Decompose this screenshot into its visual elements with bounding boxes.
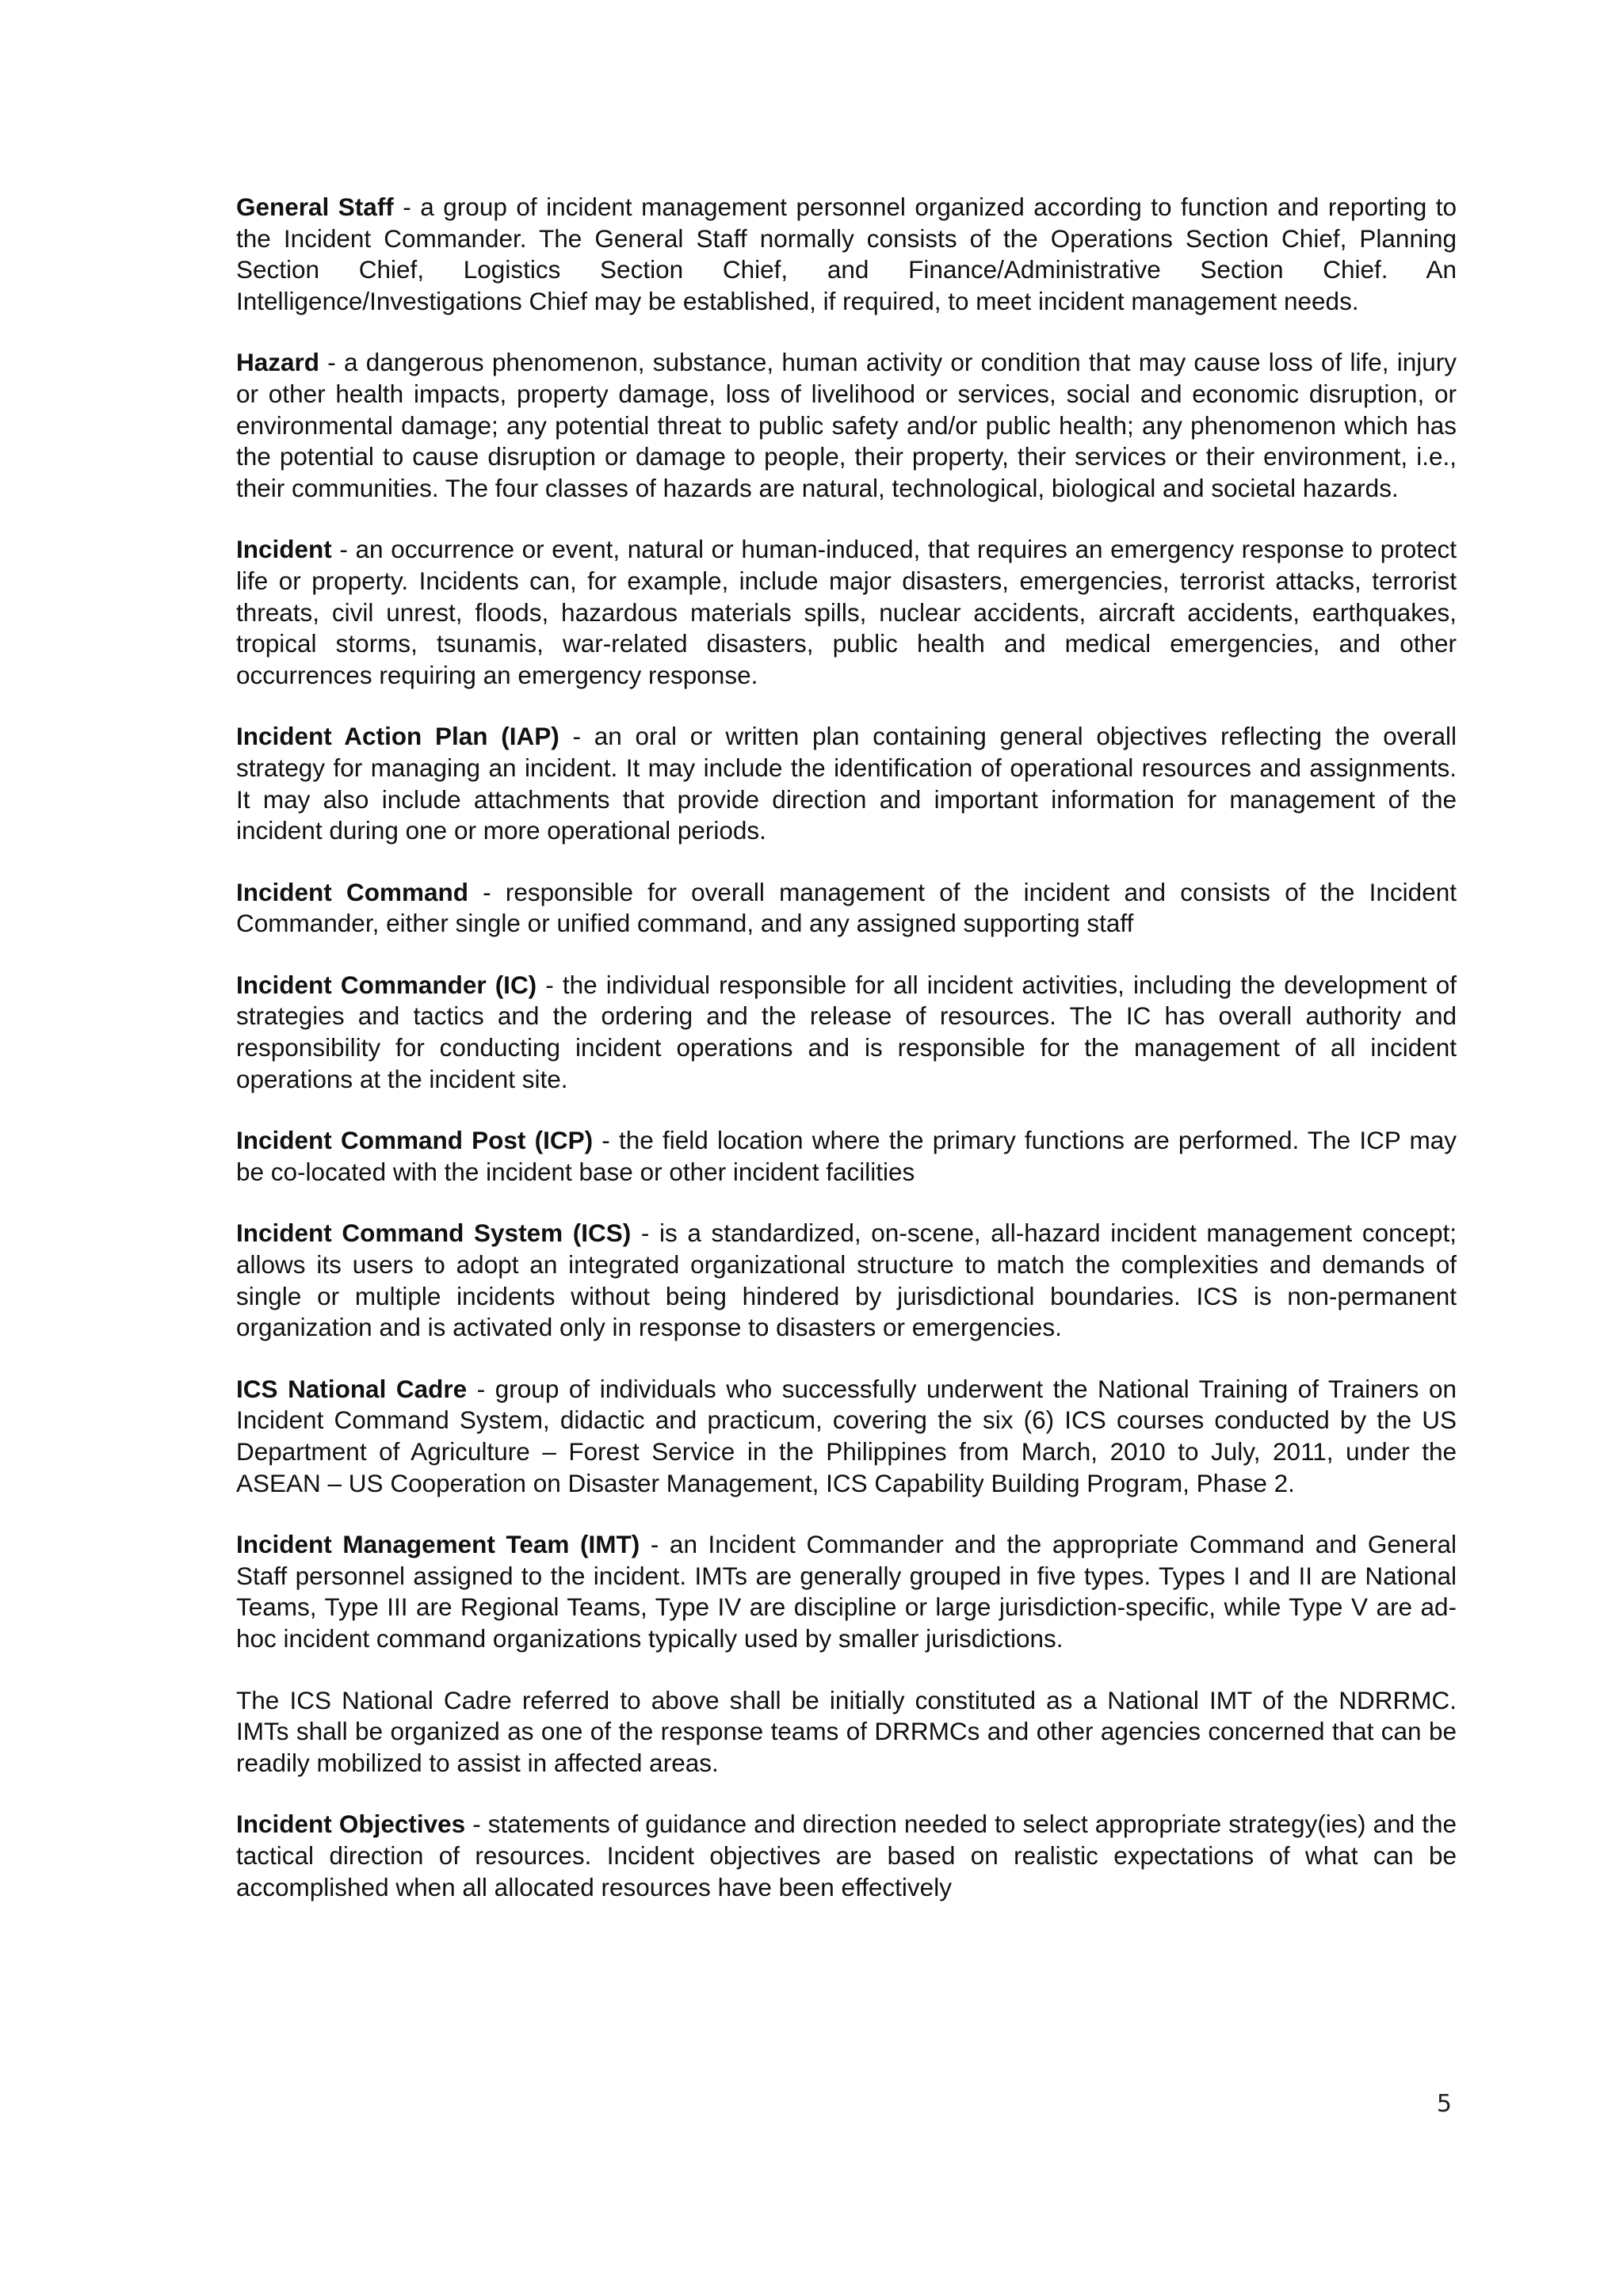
glossary-entry-general-staff bbox=[236, 192, 1457, 317]
glossary-term: Incident bbox=[236, 535, 332, 564]
page-number: 5 bbox=[1436, 2090, 1452, 2118]
glossary-definition: - an oral or written plan containing general objectives reflecting the overall strategy for managing an incident. It may include the identification of operational resources and assignments. It may also include attachments that provide direction and important information for management of the incident during one or more operational periods. bbox=[236, 722, 1457, 845]
glossary-term: Hazard bbox=[236, 348, 320, 377]
glossary-definition: - an Incident Commander and the appropriate Command and General Staff personnel assigned to the incident. IMTs are generally grouped in five types. Types I and II are National Teams, Type III are Regional Teams, Type IV are discipline or large jurisdiction-specific, while Type V are ad-hoc incident command organizations typically used by smaller jurisdictions. bbox=[236, 1530, 1457, 1653]
glossary-entry-incident-management-team bbox=[236, 1529, 1457, 1654]
glossary-term: Incident Command System (ICS) bbox=[236, 1219, 632, 1248]
glossary-term: Incident Commander (IC) bbox=[236, 970, 537, 999]
glossary-entry-incident bbox=[236, 534, 1457, 691]
glossary-entry-incident-command-system bbox=[236, 1218, 1457, 1343]
glossary-note-ics-national-cadre bbox=[236, 1685, 1457, 1779]
glossary-definition: - statements of guidance and direction needed to select appropriate strategy(ies) and the tactical direction of resources. Incident objectives are based on realistic expectations of what can be accomplished when all allocated resources have been effectively bbox=[236, 1810, 1457, 1901]
glossary-entry-incident-commander bbox=[236, 970, 1457, 1095]
glossary-page-content bbox=[236, 192, 1457, 1933]
glossary-entry-hazard bbox=[236, 347, 1457, 504]
glossary-definition: - is a standardized, on-scene, all-hazard incident management concept; allows its users to adopt an integrated organizational structure to match the complexities and demands of single or multiple incidents without being hindered by jurisdictional boundaries. ICS is non-permanent organization and is activated only in response to disasters or emergencies. bbox=[236, 1219, 1457, 1342]
glossary-definition: - the individual responsible for all incident activities, including the development of strategies and tactics and the ordering and the release of resources. The IC has overall authority and responsibility for conducting incident operations and is responsible for the management of all incident operations at the incident site. bbox=[236, 970, 1457, 1093]
glossary-term: General Staff bbox=[236, 193, 394, 221]
glossary-definition: - group of individuals who successfully underwent the National Training of Trainers on Incident Command System, didactic and practicum, covering the six (6) ICS courses conducted by the US Department of Agriculture – Forest Service in the Philippines from March, 2010 to July, 2011, under the ASEAN – US Cooperation on Disaster Management, ICS Capability Building Program, Phase 2. bbox=[236, 1374, 1457, 1497]
glossary-entry-ics-national-cadre bbox=[236, 1374, 1457, 1499]
glossary-entry-incident-objectives bbox=[236, 1809, 1457, 1903]
glossary-term: Incident Management Team (IMT) bbox=[236, 1530, 640, 1559]
glossary-definition: - the field location where the primary functions are performed. The ICP may be co-located with the incident base or other incident facilities bbox=[236, 1126, 1457, 1186]
glossary-term: ICS National Cadre bbox=[236, 1374, 468, 1403]
glossary-definition: - a group of incident management personnel organized according to function and reporting to the Incident Commander. The General Staff normally consists of the Operations Section Chief, Planning Section Chief, Logistics Section Chief, and Finance/Administrative Section Chief. An Intelligence/Investigations Chief may be established, if required, to meet incident management needs. bbox=[236, 193, 1457, 315]
glossary-term: Incident Command Post (ICP) bbox=[236, 1126, 594, 1155]
glossary-definition: - a dangerous phenomenon, substance, human activity or condition that may cause loss of life, injury or other health impacts, property damage, loss of livelihood or services, social and economic disruption, or environmental damage; any potential threat to public safety and/or public health; any phenomenon which has the potential to cause disruption or damage to people, their property, their services or their environment, i.e., their communities. The four classes of hazards are natural, technological, biological and societal hazards. bbox=[236, 348, 1457, 502]
glossary-entry-incident-action-plan bbox=[236, 721, 1457, 846]
glossary-term: Incident Action Plan (IAP) bbox=[236, 722, 559, 751]
glossary-definition: - an occurrence or event, natural or human-induced, that requires an emergency response to protect life or property. Incidents can, for example, include major disasters, emergencies, terrorist attacks, terrorist threats, civil unrest, floods, hazardous materials spills, nuclear accidents, aircraft accidents, earthquakes, tropical storms, tsunamis, war-related disasters, public health and medical emergencies, and other occurrences requiring an emergency response. bbox=[236, 535, 1457, 689]
glossary-entry-incident-command-post bbox=[236, 1125, 1457, 1188]
glossary-term: Incident Command bbox=[236, 877, 468, 906]
glossary-entry-incident-command bbox=[236, 877, 1457, 940]
glossary-definition: The ICS National Cadre referred to above shall be initially constituted as a National IMT of the NDRRMC. IMTs shall be organized as one of the response teams of DRRMCs and other agencies concerned that can be readily mobilized to assist in affected areas. bbox=[236, 1685, 1457, 1777]
glossary-definition: - responsible for overall management of the incident and consists of the Incident Commander, either single or unified command, and any assigned supporting staff bbox=[236, 877, 1457, 938]
glossary-term: Incident Objectives bbox=[236, 1810, 466, 1839]
